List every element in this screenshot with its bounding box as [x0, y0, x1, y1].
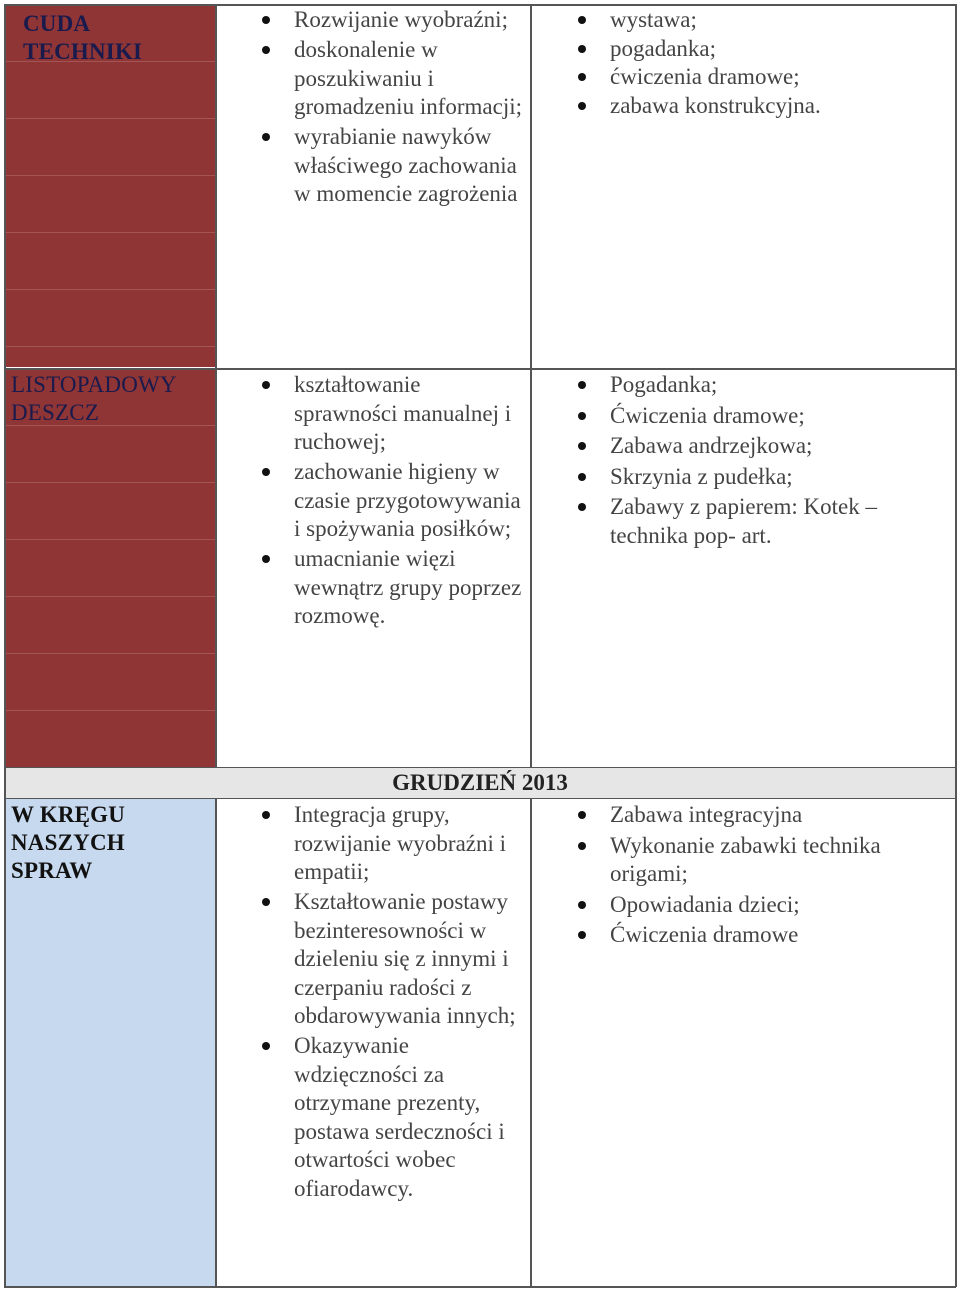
list-item-text: Zabawy z papierem: Kotek – technika pop- art. — [610, 494, 877, 548]
bullet-icon — [262, 898, 270, 906]
list-item-text: Zabawa andrzejkowa; — [610, 433, 813, 458]
bullet-icon — [578, 73, 586, 81]
table-border-right — [955, 4, 957, 1287]
topic-cell-w-kregu-naszych-spraw — [5, 799, 215, 1286]
list-item — [574, 832, 944, 889]
bullet-icon — [578, 473, 586, 481]
list-item — [258, 6, 528, 35]
list-item-text: Ćwiczenia dramowe — [610, 922, 799, 947]
list-item — [258, 801, 528, 887]
list-item-text: Opowiadania dzieci; — [610, 891, 800, 917]
list-item — [258, 36, 528, 122]
list-item-text: wyrabianie nawyków właściwego zachowania w momencie zagrożenia — [294, 124, 518, 206]
bullet-icon — [578, 931, 586, 939]
goals-list — [258, 371, 528, 631]
list-item — [574, 463, 944, 492]
list-item — [258, 371, 528, 457]
topic-title: LISTOPADOWY DESZCZ — [11, 372, 177, 425]
list-item-text: Kształtowanie postawy bezinteresowności w dzieleniu się z innymi i czerpaniu radości z obdarowywania innych; — [294, 889, 516, 1028]
list-item-text: Skrzynia z pudełka; — [610, 463, 793, 489]
forms-cell — [574, 371, 944, 552]
bullet-icon — [578, 842, 586, 850]
list-item — [258, 458, 528, 544]
list-item — [258, 1032, 528, 1203]
forms-list — [574, 371, 944, 550]
list-item — [574, 35, 944, 64]
table-border-left — [4, 4, 6, 1287]
list-item — [574, 402, 944, 431]
list-item — [574, 891, 944, 920]
list-item-text: zabawa konstrukcyjna. — [610, 92, 821, 118]
month-header: GRUDZIEŃ 2013 — [392, 770, 568, 795]
list-item — [574, 493, 944, 550]
goals-list — [258, 6, 528, 209]
column-divider — [215, 799, 217, 1287]
forms-cell — [574, 801, 944, 952]
list-item-text: Zabawa integracyjna — [610, 802, 803, 827]
bullet-icon — [578, 412, 586, 420]
list-item-text: Wykonanie zabawki technika origami; — [610, 832, 881, 886]
column-divider — [530, 799, 532, 1287]
list-item-text: pogadanka; — [610, 35, 717, 61]
table-border-bottom — [4, 1286, 956, 1288]
topic-cell-cuda-techniki — [5, 5, 215, 367]
bullet-icon — [578, 45, 586, 53]
list-item-text: ćwiczenia dramowe; — [610, 64, 800, 89]
goals-cell — [258, 6, 528, 210]
topic-cell-listopadowy-deszcz — [5, 369, 215, 767]
bullet-icon — [262, 468, 270, 476]
bullet-icon — [578, 16, 586, 24]
bullet-icon — [578, 811, 586, 819]
topic-title: CUDA TECHNIKI — [23, 11, 143, 64]
list-item — [574, 801, 944, 830]
bullet-icon — [262, 46, 270, 54]
month-header-band — [5, 767, 955, 799]
list-item-text: Okazywanie wdzięczności za otrzymane prezenty, postawa serdeczności i otwartości wobec ofiarodawcy. — [294, 1033, 505, 1201]
goals-cell — [258, 801, 528, 1205]
bullet-icon — [578, 102, 586, 110]
bullet-icon — [262, 133, 270, 141]
bullet-icon — [262, 16, 270, 24]
list-item — [258, 123, 528, 209]
list-item — [574, 92, 944, 121]
list-item-text: Integracja grupy, rozwijanie wyobraźni i empatii; — [294, 802, 507, 884]
bullet-icon — [262, 381, 270, 389]
list-item-text: kształtowanie sprawności manualnej i ruchowej; — [294, 372, 512, 454]
list-item — [574, 432, 944, 461]
goals-cell — [258, 371, 528, 632]
list-item-text: wystawa; — [610, 7, 697, 32]
column-divider — [530, 4, 532, 768]
forms-list — [574, 801, 944, 950]
bullet-icon — [578, 901, 586, 909]
list-item-text: umacnianie więzi wewnątrz grupy poprzez rozmowę. — [294, 546, 522, 628]
list-item-text: Ćwiczenia dramowe; — [610, 402, 805, 428]
bullet-icon — [262, 555, 270, 563]
list-item — [258, 888, 528, 1031]
list-item-text: zachowanie higieny w czasie przygotowywania i spożywania posiłków; — [294, 459, 521, 541]
list-item-text: Pogadanka; — [610, 372, 718, 397]
list-item-text: Rozwijanie wyobraźni; — [294, 7, 508, 32]
list-item — [574, 371, 944, 400]
list-item — [574, 63, 944, 92]
forms-cell — [574, 6, 944, 120]
goals-list — [258, 801, 528, 1203]
bullet-icon — [578, 503, 586, 511]
bullet-icon — [578, 381, 586, 389]
list-item — [574, 921, 944, 950]
list-item — [258, 545, 528, 631]
bullet-icon — [578, 442, 586, 450]
forms-list — [574, 6, 944, 120]
table-border-top — [4, 4, 956, 6]
row-divider — [4, 368, 956, 370]
topic-title: W KRĘGU NASZYCH SPRAW — [11, 802, 126, 883]
list-item-text: doskonalenie w poszukiwaniu i gromadzeniu informacji; — [294, 37, 523, 119]
list-item — [574, 6, 944, 35]
bullet-icon — [262, 811, 270, 819]
bullet-icon — [262, 1042, 270, 1050]
column-divider — [215, 4, 217, 768]
